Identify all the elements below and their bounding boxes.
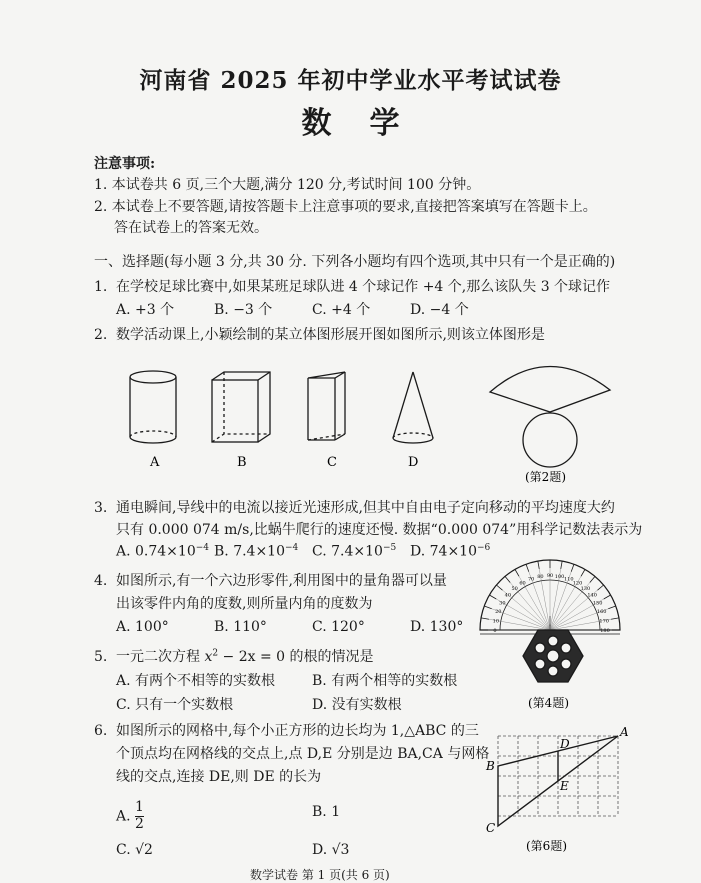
q6-text-line3: 线的交点,连接 DE,则 DE 的长为 xyxy=(116,769,322,785)
point-d-label: D xyxy=(560,737,570,751)
protractor-label: 110 xyxy=(564,576,574,583)
q5-text-pre: 一元二次方程 xyxy=(116,649,205,665)
protractor-tick xyxy=(526,564,529,572)
protractor-label: 120 xyxy=(572,580,583,587)
protractor-label: 130 xyxy=(580,585,591,592)
cone-figure xyxy=(393,372,433,443)
q4-caption: (第4题) xyxy=(528,696,569,710)
protractor-tick xyxy=(590,576,595,582)
protractor-label: 160 xyxy=(596,609,607,616)
protractor-label: 0 xyxy=(493,628,497,634)
q2-caption: (第2题) xyxy=(525,470,566,484)
q2-label-b: B xyxy=(237,455,247,470)
protractor-tick xyxy=(608,606,616,609)
q3-option-a-exp: −4 xyxy=(195,543,210,553)
q4-option-c: C. 120° xyxy=(312,619,365,635)
q6-option-c-prefix: C. xyxy=(116,842,131,858)
point-b-label: B xyxy=(486,759,495,773)
protractor-label: 150 xyxy=(592,600,603,607)
protractor-label: 20 xyxy=(495,609,502,616)
q1-number: 1. xyxy=(94,279,108,295)
note-item-2: 2. 本试卷上不要答题,请按答题卡上注意事项的要求,直接把答案填写在答题卡上。 xyxy=(94,199,597,215)
q1-option-a: A. +3 个 xyxy=(116,302,175,318)
cone-net-figure xyxy=(490,366,610,467)
q5-number: 5. xyxy=(94,649,108,665)
question-1 xyxy=(94,276,610,296)
q3-number: 3. xyxy=(94,500,108,516)
note-item-1: 1. 本试卷共 6 页,三个大题,满分 120 分,考试时间 100 分钟。 xyxy=(94,177,481,193)
question-5 xyxy=(94,646,374,666)
q6-option-c-value: √2 xyxy=(135,842,153,858)
protractor-label: 170 xyxy=(599,618,609,625)
q1-text: 在学校足球比赛中,如果某班足球队进 4 个球记作 +4 个,那么该队失 3 个球记作 xyxy=(116,279,611,295)
point-a-label: A xyxy=(620,726,629,739)
q6-figure xyxy=(478,726,638,858)
q6-option-a-numerator: 1 xyxy=(135,799,144,815)
q3-option-d-base: D. 74×10 xyxy=(410,543,477,560)
protractor-label: 80 xyxy=(537,573,544,580)
section-heading-text: 一、选择题(每小题 3 分,共 30 分. 下列各小题均有四个选项,其中只有一个是正确的) xyxy=(94,254,616,270)
protractor-tick xyxy=(505,576,510,582)
q3-option-b-base: B. 7.4×10 xyxy=(214,543,285,560)
protractor-tick xyxy=(481,618,489,619)
q4-option-a: A. 100° xyxy=(116,619,169,635)
q1-option-d: D. −4 个 xyxy=(410,302,469,318)
protractor-label: 70 xyxy=(528,576,535,583)
protractor-label: 10 xyxy=(492,618,500,625)
protractor-label: 140 xyxy=(587,592,597,599)
protractor-label: 40 xyxy=(504,592,512,599)
q6-option-b: B. 1 xyxy=(312,804,341,820)
q6-option-d-prefix: D. xyxy=(312,842,328,858)
protractor-label: 180 xyxy=(600,628,610,634)
q6-option-a xyxy=(116,800,144,833)
q3-option-a xyxy=(116,543,209,560)
q6-number: 6. xyxy=(94,723,108,739)
protractor-tick xyxy=(484,606,492,609)
protractor-label: 60 xyxy=(519,580,526,587)
q5-option-b: B. 有两个相等的实数根 xyxy=(312,673,458,689)
q2-figures xyxy=(110,350,630,490)
q6-option-a-denominator: 2 xyxy=(135,816,144,832)
protractor-tick xyxy=(496,585,502,590)
q2-label-a: A xyxy=(150,455,160,470)
q6-option-a-fraction xyxy=(135,800,144,833)
triangular-prism-figure xyxy=(308,372,345,440)
q3-option-c-exp: −5 xyxy=(382,543,397,553)
q3-option-c xyxy=(312,543,396,560)
q6-option-d-value: √3 xyxy=(331,842,350,858)
q1-option-c: C. +4 个 xyxy=(312,302,371,318)
q4-option-b: B. 110° xyxy=(214,619,267,635)
q3-option-b xyxy=(214,543,298,560)
protractor-label: 30 xyxy=(499,600,506,607)
q2-label-d: D xyxy=(408,455,419,470)
q3-option-b-exp: −4 xyxy=(285,543,299,553)
protractor-tick xyxy=(489,595,496,599)
question-2 xyxy=(94,324,545,344)
q5-option-d: D. 没有实数根 xyxy=(312,697,402,713)
protractor-tick xyxy=(581,569,585,576)
q3-text-line2: 只有 0.000 074 m/s,比蜗牛爬行的速度还慢. 数据“0.000 074”用科学记数法表示为 xyxy=(116,522,643,538)
protractor-label: 50 xyxy=(511,585,518,592)
protractor-tick xyxy=(597,585,603,590)
q6-text-line2: 个顶点均在网格线的交点上,点 D,E 分别是边 BA,CA 与网格 xyxy=(116,746,490,762)
q6-option-c xyxy=(116,842,153,858)
protractor-tick xyxy=(515,569,519,576)
subject-title: 数学 xyxy=(301,106,438,141)
question-4 xyxy=(94,570,447,590)
point-c-label: C xyxy=(486,821,496,835)
q3-option-a-base: A. 0.74×10 xyxy=(116,543,196,560)
q5-option-c: C. 只有一个实数根 xyxy=(116,697,234,713)
notes-heading: 注意事项: xyxy=(94,156,156,172)
point-e-label: E xyxy=(560,779,569,793)
protractor-ticks xyxy=(480,560,620,634)
q3-text-line1: 通电瞬间,导线中的电流以接近光速形成,但其中自由电子定向移动的平均速度大约 xyxy=(116,500,615,516)
page-footer: 数学试卷 第 1 页(共 6 页) xyxy=(250,868,390,882)
q3-option-c-base: C. 7.4×10 xyxy=(312,543,383,560)
q4-option-d: D. 130° xyxy=(410,619,464,635)
hexagon-part xyxy=(523,630,583,682)
q1-option-b: B. −3 个 xyxy=(214,302,273,318)
q6-caption: (第6题) xyxy=(526,839,567,853)
q6-text-line1: 如图所示的网格中,每个小正方形的边长均为 1,△ABC 的三 xyxy=(116,723,479,739)
question-3 xyxy=(94,497,615,517)
q2-text: 数学活动课上,小颖绘制的某立体图形展开图如图所示,则该立体图形是 xyxy=(116,327,545,343)
q6-option-d xyxy=(312,842,349,858)
q4-figure xyxy=(470,550,630,715)
q5-text-post: − 2x = 0 的根的情况是 xyxy=(218,649,374,665)
q5-eq-var: x xyxy=(204,649,213,665)
protractor-tick xyxy=(571,564,574,572)
note-item-3: 答在试卷上的答案无效。 xyxy=(114,220,268,236)
q3-option-d-exp: −6 xyxy=(477,543,491,553)
cylinder-figure xyxy=(130,371,176,443)
exam-title: 河南省 2025 年初中学业水平考试试卷 xyxy=(139,67,562,94)
protractor-tick xyxy=(538,561,539,569)
q4-text-line2: 出该零件内角的度数,则所量内角的度数为 xyxy=(116,596,373,612)
section-heading xyxy=(94,251,615,271)
q5-option-a: A. 有两个不相等的实数根 xyxy=(116,673,276,689)
protractor-label: 100 xyxy=(554,573,565,580)
protractor-label: 90 xyxy=(546,573,554,579)
cuboid-figure xyxy=(212,372,270,442)
protractor-tick xyxy=(611,618,619,619)
q5-eq-exp: 2 xyxy=(212,648,219,659)
protractor-tick xyxy=(604,595,611,599)
q6-option-a-prefix: A. xyxy=(116,808,131,825)
q2-number: 2. xyxy=(94,327,108,343)
q4-text-line1: 如图所示,有一个六边形零件,利用图中的量角器可以量 xyxy=(116,573,447,589)
protractor-tick xyxy=(561,561,562,569)
q2-label-c: C xyxy=(327,455,337,470)
q4-number: 4. xyxy=(94,573,108,589)
question-6 xyxy=(94,720,479,740)
